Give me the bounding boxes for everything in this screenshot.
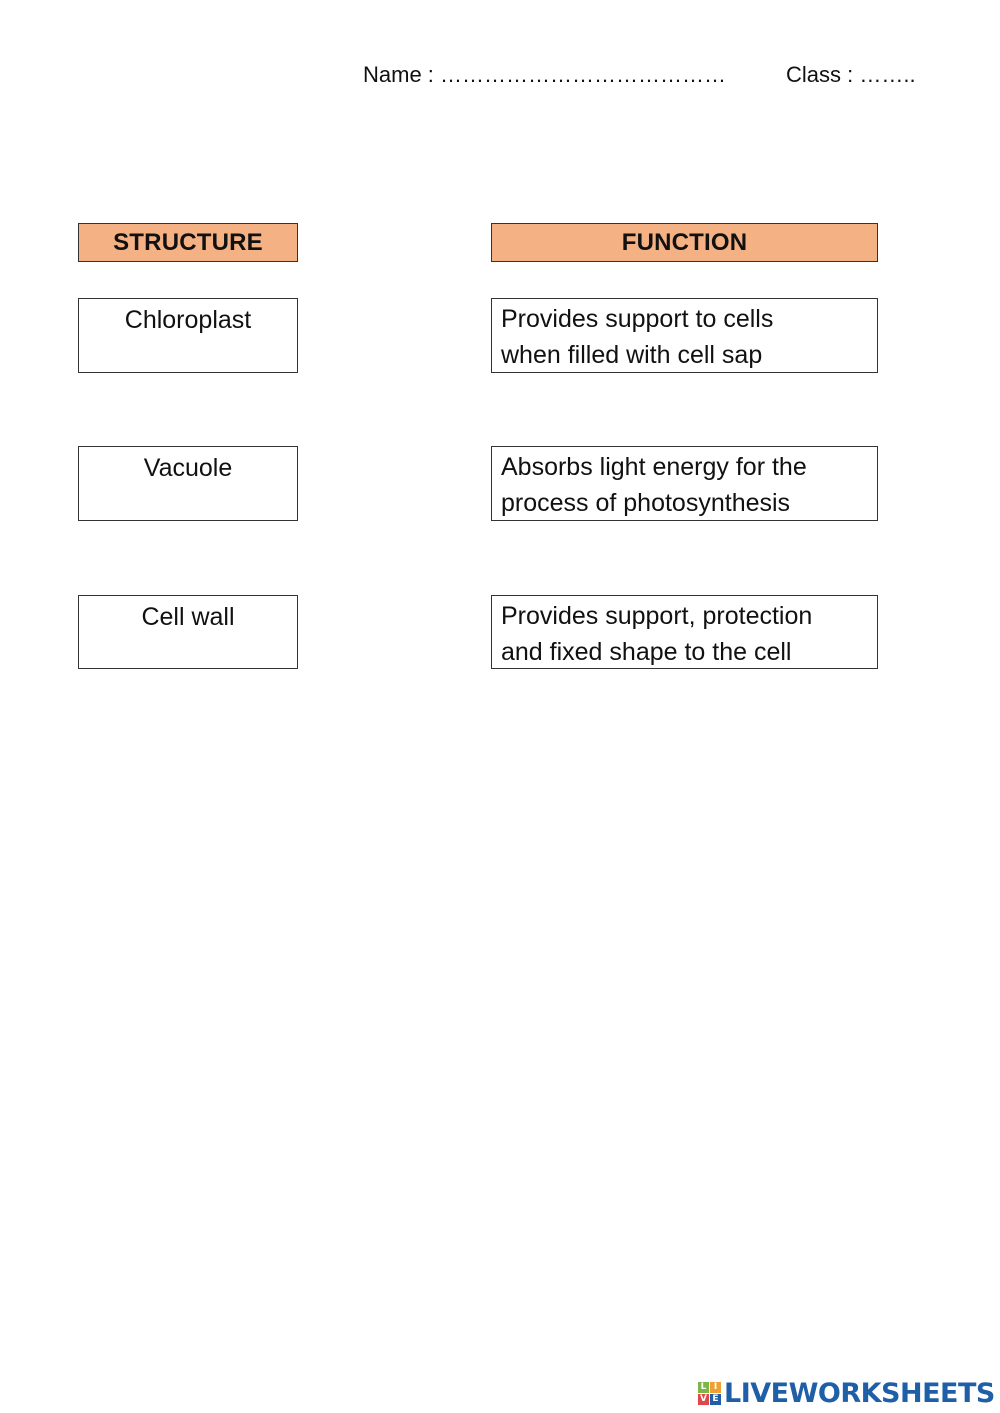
function-card-1-line-1: Provides support to cells	[501, 305, 774, 333]
function-card-1[interactable]	[491, 298, 878, 373]
liveworksheets-logo	[698, 1378, 995, 1409]
function-card-2[interactable]	[491, 446, 878, 521]
name-field[interactable]: Name : …………………………………	[363, 62, 727, 87]
function-card-3[interactable]	[491, 595, 878, 669]
logo-letter-l: L	[698, 1382, 709, 1393]
class-field[interactable]: Class : ……..	[786, 62, 916, 87]
structure-heading: STRUCTURE	[78, 223, 298, 262]
logo-letter-v: V	[698, 1394, 709, 1405]
logo-letter-i: I	[710, 1382, 721, 1393]
structure-card-chloroplast[interactable]: Chloroplast	[78, 298, 298, 373]
function-card-3-line-2: and fixed shape to the cell	[501, 638, 792, 666]
logo-live-icon	[698, 1382, 721, 1405]
structure-card-vacuole[interactable]: Vacuole	[78, 446, 298, 521]
function-card-2-line-2: process of photosynthesis	[501, 489, 791, 517]
logo-wordmark: LIVEWORKSHEETS	[724, 1378, 995, 1409]
function-card-3-line-1: Provides support, protection	[501, 602, 813, 630]
function-card-1-line-2: when filled with cell sap	[501, 341, 763, 369]
function-card-2-line-1: Absorbs light energy for the	[501, 453, 807, 481]
structure-card-cell-wall[interactable]: Cell wall	[78, 595, 298, 669]
logo-letter-e: E	[710, 1394, 721, 1405]
function-heading: FUNCTION	[491, 223, 878, 262]
